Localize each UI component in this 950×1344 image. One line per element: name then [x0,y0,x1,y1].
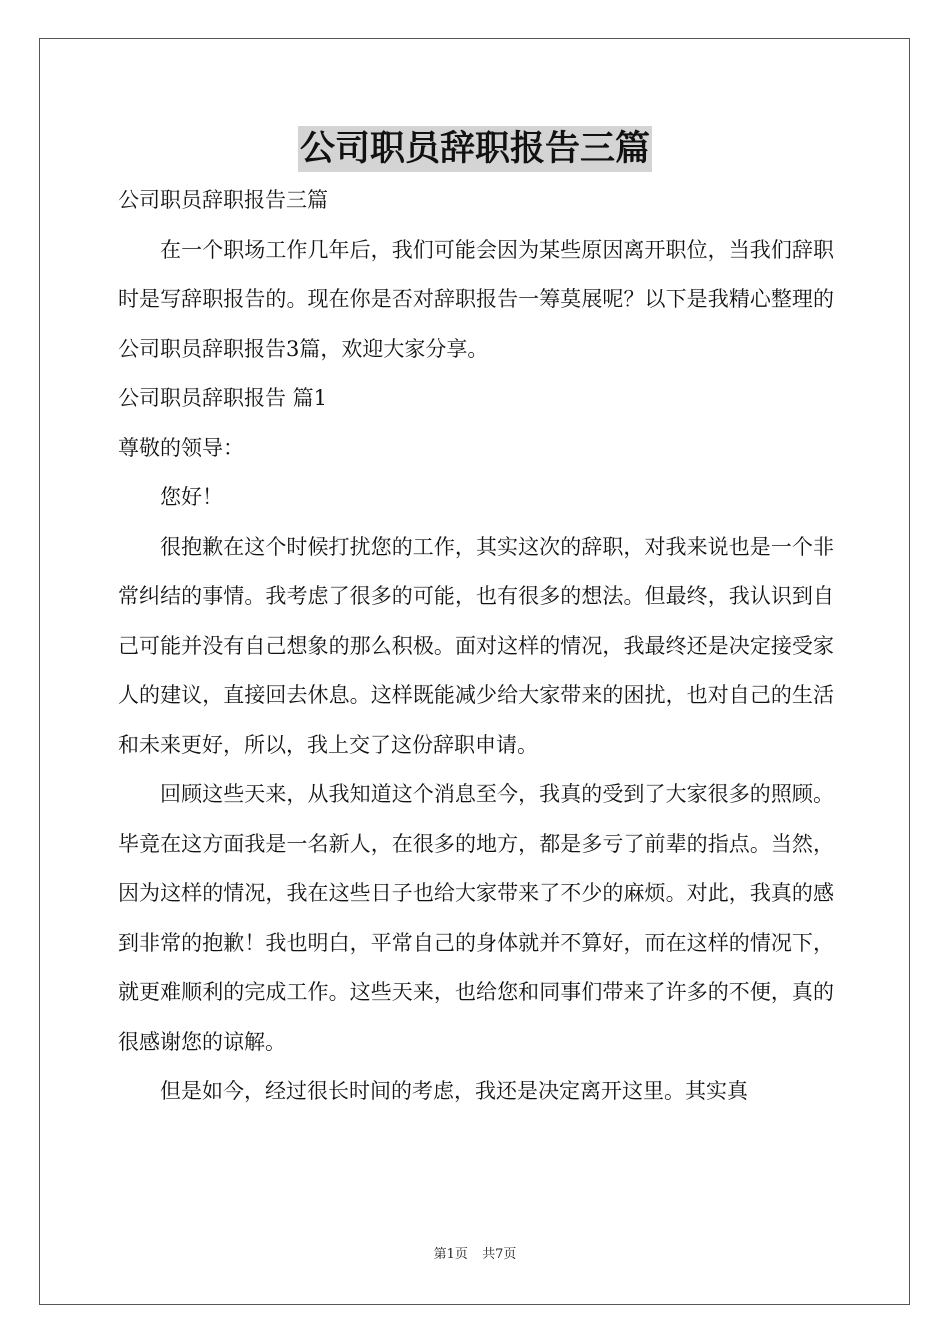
paragraph-body-3: 但是如今，经过很长时间的考虑，我还是决定离开这里。其实真 [160,1079,748,1103]
paragraph-body-2: 回顾这些天来，从我知道这个消息至今，我真的受到了大家很多的照顾。毕竟在这方面我是一名新人，在很多的地方，都是多亏了前辈的指点。当然，因为这样的情况，我在这些日子也给大家带来了不少的麻烦。对此，我真的感到非常的抱歉！我也明白，平常自己的身体就并不算好，而在这样的情况下，就更难顺利的完成工作。这些天来，也给您和同事们带来了许多的不便，真的很感谢您的谅解。 [118,782,834,1054]
page-number-total: 共7页 [482,1247,517,1262]
paragraph-section-heading: 公司职员辞职报告 篇1 [118,386,328,410]
page-footer [0,1246,950,1264]
title-container [0,126,950,172]
paragraph-salutation: 尊敬的领导： [118,435,244,460]
page-number-current: 第1页 [433,1247,468,1262]
paragraph-greeting: 您好！ [160,485,223,509]
document-title: 公司职员辞职报告三篇 [298,126,652,172]
paragraph-subtitle: 公司职员辞职报告三篇 [118,188,328,212]
paragraph-body-1: 很抱歉在这个时候打扰您的工作，其实这次的辞职，对我来说也是一个非常纠结的事情。我考虑了很多的可能，也有很多的想法。但最终，我认识到自己可能并没有自己想象的那么积极。面对这样的情况，我最终还是决定接受家人的建议，直接回去休息。这样既能减少给大家带来的困扰，也对自己的生活和未来更好，所以，我上交了这份辞职申请。 [118,534,834,757]
paragraph-intro: 在一个职场工作几年后，我们可能会因为某些原因离开职位，当我们辞职时是写辞职报告的。现在你是否对辞职报告一筹莫展呢？以下是我精心整理的公司职员辞职报告3篇，欢迎大家分享。 [118,237,834,361]
document-body [118,176,834,1117]
